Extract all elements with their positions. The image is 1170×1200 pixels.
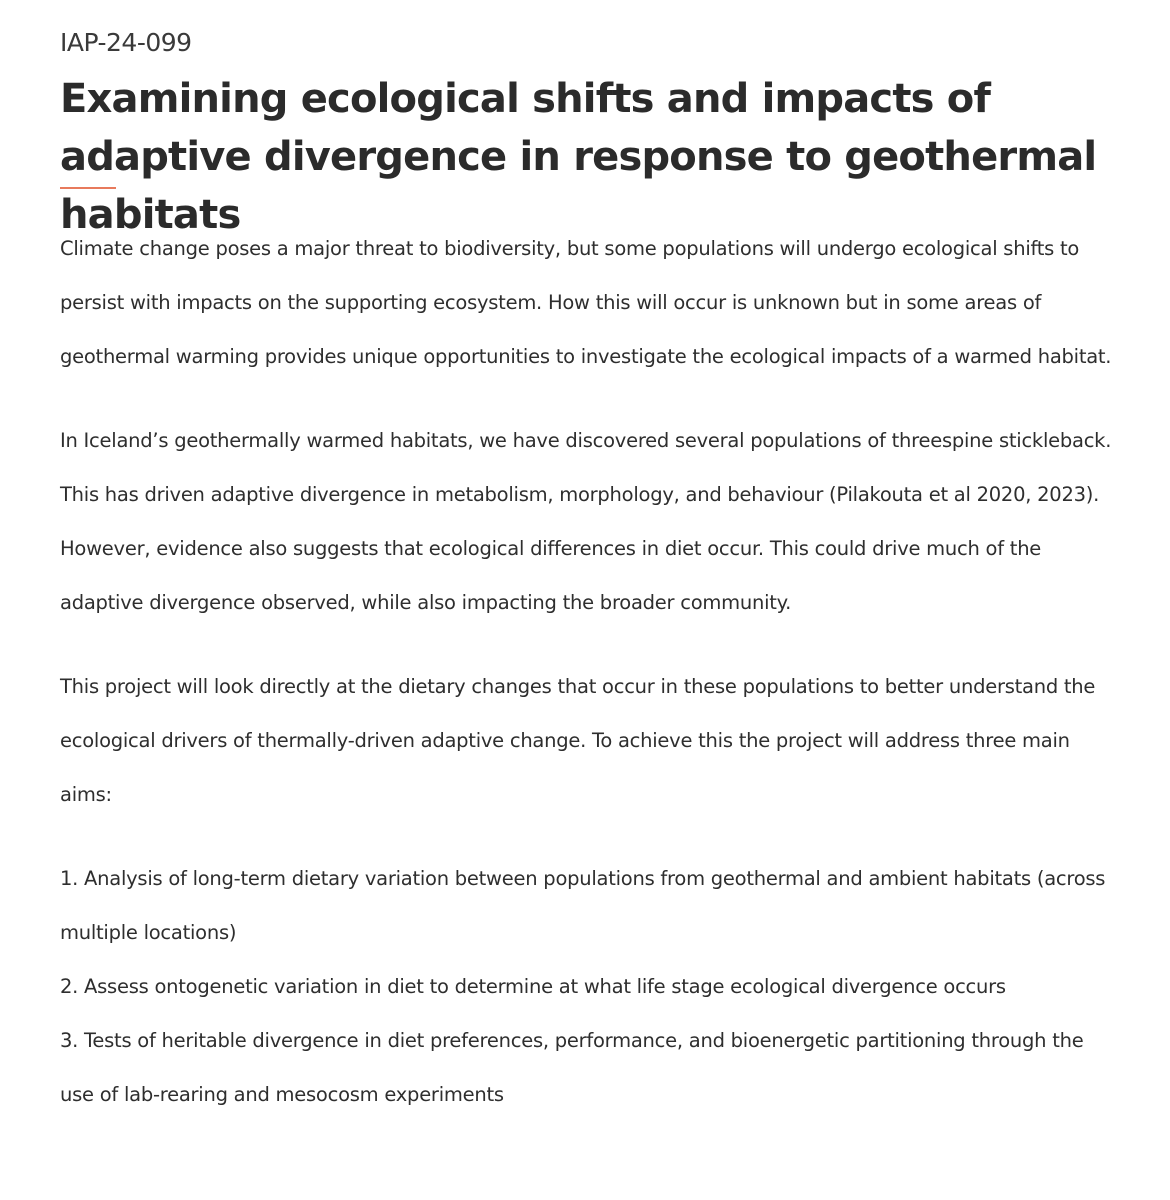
aims-list: [60, 852, 1120, 1122]
title-accent-underline: [60, 187, 116, 189]
description-paragraph: This project will look directly at the dietary changes that occur in these populations to better understand the ecological drivers of thermally-driven adaptive change. To achieve this the project will address three main aims:: [60, 675, 1096, 806]
aim-item: 1. Analysis of long-term dietary variation between populations from geothermal and ambient habitats (across multiple locations): [60, 867, 1106, 944]
aim-item: 2. Assess ontogenetic variation in diet to determine at what life stage ecological divergence occurs: [60, 975, 1006, 998]
project-description: [60, 222, 1120, 1122]
page-title: Examining ecological shifts and impacts of adaptive divergence in response to geothermal habitats: [60, 76, 1097, 238]
description-paragraph: In Iceland’s geothermally warmed habitats, we have discovered several populations of threespine stickleback. This has driven adaptive divergence in metabolism, morphology, and behaviour (Pilakouta et al 2020, 2023). However, evidence also suggests that ecological differences in diet occur. This could drive much of the adaptive divergence observed, while also impacting the broader community.: [60, 429, 1112, 614]
project-code: IAP-24-099: [60, 28, 192, 57]
aim-item: 3. Tests of heritable divergence in diet preferences, performance, and bioenergetic partitioning through the use of lab-rearing and mesocosm experiments: [60, 1029, 1084, 1106]
description-paragraph: Climate change poses a major threat to biodiversity, but some populations will undergo ecological shifts to persist with impacts on the supporting ecosystem. How this will occur is unknown but in some areas of geothermal warming provides unique opportunities to investigate the ecological impacts of a warmed habitat.: [60, 237, 1112, 368]
